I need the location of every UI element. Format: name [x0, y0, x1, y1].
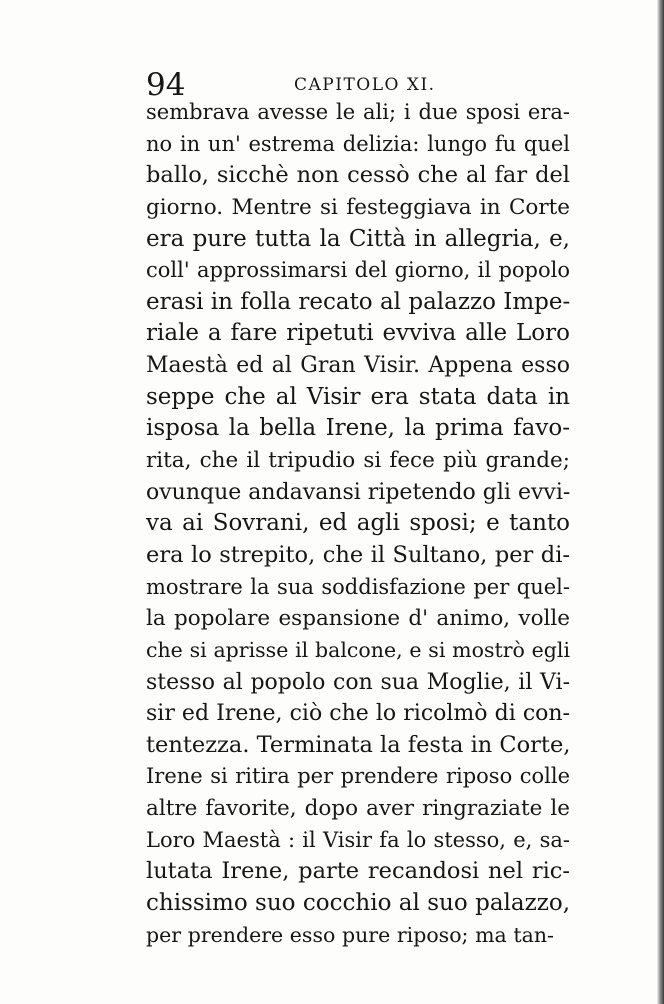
text-line: mostrare la sua soddisfazione per quel-: [146, 574, 570, 599]
text-line: no in un' estrema delizia: lungo fu quel: [146, 131, 570, 156]
text-line: era pure tutta la Città in allegria, e,: [146, 225, 570, 252]
text-line: ovunque andavansi ripetendo gli evvi-: [146, 479, 571, 505]
text-line: per prendere esso pure riposo; ma tan-: [146, 922, 554, 947]
page-edge: [657, 0, 664, 1004]
text-line: giorno. Mentre si festeggiava in Corte: [146, 194, 570, 220]
text-line: Irene si ritira per prendere riposo colle: [146, 764, 570, 789]
page-number: 94: [146, 67, 186, 103]
text-line: Loro Maestà : il Visir fa lo stesso, e, sa-: [146, 827, 570, 852]
text-line: rita, che il tripudio si fece più grande;: [146, 448, 570, 474]
running-title: CAPITOLO XI.: [294, 75, 436, 95]
text-line: sembrava avesse le ali; i due sposi era-: [146, 100, 570, 124]
text-line: coll' approssimarsi del giorno, il popolo: [146, 258, 570, 283]
text-line: era lo strepito, che il Sultano, per di-: [146, 541, 570, 568]
text-line: sir ed Irene, ciò che lo ricolmò di con-: [146, 701, 570, 727]
text-line: chissimo suo cocchio al suo palazzo,: [146, 890, 570, 917]
text-line: erasi in folla recato al palazzo Impe-: [146, 288, 571, 315]
text-line: riale a fare ripetuti evviva alle Loro: [146, 320, 570, 347]
body-text: [146, 97, 570, 951]
text-line: altre favorite, dopo aver ringraziate le: [146, 796, 570, 822]
text-line: che si aprisse il balcone, e si mostrò egli: [146, 637, 570, 662]
text-line: ballo, sicchè non cessò che al far del: [146, 162, 570, 189]
text-line: tentezza. Terminata la festa in Corte,: [146, 731, 571, 758]
text-line: la popolare espansione d' animo, volle: [146, 606, 570, 632]
text-line: seppe che al Visir era stata data in: [146, 383, 570, 410]
text-line: stesso al popolo con sua Moglie, il Vi-: [146, 669, 570, 695]
text-line: Maestà ed al Gran Visir. Appena esso: [146, 353, 570, 379]
text-line: va ai Sovrani, ed agli sposi; e tanto: [146, 510, 570, 537]
text-line: lutata Irene, parte recandosi nel ric-: [146, 858, 570, 885]
text-line: isposa la bella Irene, la prima favo-: [146, 415, 570, 442]
